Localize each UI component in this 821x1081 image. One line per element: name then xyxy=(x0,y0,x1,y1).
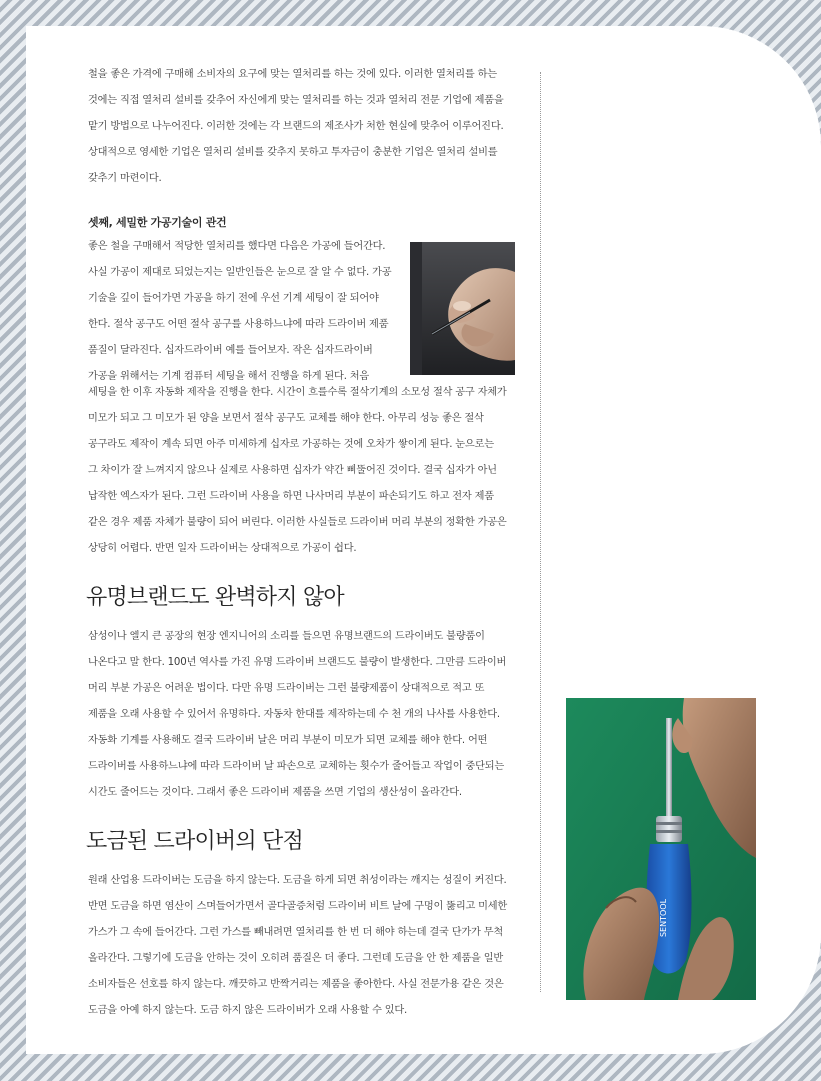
brand-paragraph xyxy=(88,624,518,806)
text-line: 시간도 줄어드는 것이다. 그래서 좋은 드라이버 제품을 쓰면 기업의 생산성이 올라간다. xyxy=(88,787,462,798)
text-line: 한다. 절삭 공구도 어떤 절삭 공구를 사용하느냐에 따라 드라이버 제품 xyxy=(88,319,389,330)
text-line: 철을 좋은 가격에 구매해 소비자의 요구에 맞는 열처리를 하는 것에 있다. 이러한 열처리를 하는 xyxy=(88,69,497,80)
text-line: 사실 가공이 제대로 되었는지는 일반인들은 눈으로 잘 알 수 없다. 가공 xyxy=(88,267,392,278)
text-line: 기술을 깊이 들어가면 가공을 하기 전에 우선 기계 세팅이 잘 되어야 xyxy=(88,293,379,304)
text-line: 원래 산업용 드라이버는 도금을 하지 않는다. 도금을 하게 되면 취성이라는 깨지는 성질이 커진다. xyxy=(88,875,507,886)
text-line: 제품을 오래 사용할 수 있어서 유명하다. 자동차 한대를 제작하는데 수 천 개의 나사를 사용한다. xyxy=(88,709,500,720)
text-line: 납작한 엑스자가 된다. 그런 드라이버 사용을 하면 나사머리 부분이 파손되기도 하고 전자 제품 xyxy=(88,491,494,502)
text-line: 미모가 되고 그 미모가 된 양을 보면서 절삭 공구도 교체를 해야 한다. 아무리 성능 좋은 절삭 xyxy=(88,413,484,424)
text-line: 세팅을 한 이후 자동화 제작을 진행을 한다. 시간이 흐를수록 절삭기계의 소모성 절삭 공구 자체가 xyxy=(88,387,507,398)
text-line: 자동화 기계를 사용해도 결국 드라이버 날은 머리 부분이 미모가 되면 교체를 해야 한다. 어떤 xyxy=(88,735,488,746)
text-line: 상대적으로 영세한 기업은 열처리 설비를 갖추지 못하고 투자금이 충분한 기업은 열처리 설비를 xyxy=(88,147,498,158)
text-line: 것에는 직접 열처리 설비를 갖추어 자신에게 맞는 열처리를 하는 것과 열처리 전문 기업에 제품을 xyxy=(88,95,504,106)
text-line: 그 차이가 잘 느껴지지 않으나 실제로 사용하면 십자가 약간 삐뚤어진 것이다. 결국 십자가 아닌 xyxy=(88,465,497,476)
text-line: 나온다고 말 한다. 100년 역사를 가진 유명 드라이버 브랜드도 불량이 발생한다. 그만큼 드라이버 xyxy=(88,657,507,668)
text-line: 소비자들은 선호를 하지 않는다. 깨끗하고 반짝거리는 제품을 좋아한다. 사실 전문가용 같은 것은 xyxy=(88,979,504,990)
text-line: 갖추기 마련이다. xyxy=(88,173,162,184)
text-line: 반면 도금을 하면 염산이 스며들어가면서 골다골증처럼 드라이버 비트 날에 구멍이 뚫리고 미세한 xyxy=(88,901,508,912)
text-line: 도금을 아예 하지 않는다. 도금 하지 않은 드라이버가 오래 사용할 수 있다. xyxy=(88,1005,408,1016)
column-divider xyxy=(540,72,541,992)
text-line: 드라이버를 사용하느냐에 따라 드라이버 날 파손으로 교체하는 횟수가 줄어들고 작업이 중단되는 xyxy=(88,761,505,772)
text-line: 같은 경우 제품 자체가 불량이 되어 버린다. 이러한 사실들로 드라이버 머리 부분의 정확한 가공은 xyxy=(88,517,507,528)
plating-heading: 도금된 드라이버의 단점 xyxy=(86,829,303,854)
text-line: 올라간다. 그렇기에 도금을 안하는 것이 오히려 품질은 더 좋다. 그런데 도금을 안 한 제품을 일반 xyxy=(88,953,503,964)
text-line: 가스가 그 속에 들어간다. 그런 가스를 빼내려면 열처리를 한 번 더 해야 하는데 결국 단가가 무척 xyxy=(88,927,503,938)
text-line: 좋은 철을 구매해서 적당한 열처리를 했다면 다음은 가공에 들어간다. xyxy=(88,241,386,252)
plating-paragraph xyxy=(88,868,518,1024)
hand-holding-bit-photo xyxy=(410,242,515,375)
hands-holding-screwdriver-photo xyxy=(566,698,756,1000)
processing-paragraph-wrapped xyxy=(88,234,408,390)
brand-heading: 유명브랜드도 완벽하지 않아 xyxy=(86,585,344,610)
text-line: 공구라도 제작이 계속 되면 아주 미세하게 십자로 가공하는 것에 오차가 쌓이게 된다. 눈으로는 xyxy=(88,439,494,450)
section-subheading: 셋째, 세밀한 가공기술이 관건 xyxy=(88,216,227,229)
text-line: 머리 부분 가공은 어려운 법이다. 다만 유명 드라이버는 그런 불량제품이 상대적으로 적고 또 xyxy=(88,683,485,694)
handle-brand-text: SENTOOL xyxy=(659,898,668,938)
page-sheet xyxy=(26,26,821,1054)
intro-paragraph xyxy=(88,62,518,192)
text-line: 가공을 위해서는 기계 컴퓨터 세팅을 해서 진행을 하게 된다. 처음 xyxy=(88,371,370,382)
text-line: 상당히 어렵다. 반면 일자 드라이버는 상대적으로 가공이 쉽다. xyxy=(88,543,357,554)
text-line: 맡기 방법으로 나누어진다. 이러한 것에는 각 브랜드의 제조사가 처한 현실에 맞추어 이루어진다. xyxy=(88,121,504,132)
processing-paragraph xyxy=(88,380,518,562)
text-line: 품질이 달라진다. 십자드라이버 예를 들어보자. 작은 십자드라이버 xyxy=(88,345,373,356)
text-line: 삼성이나 엘지 큰 공장의 현장 엔지니어의 소리를 들으면 유명브랜드의 드라이버도 불량품이 xyxy=(88,631,485,642)
